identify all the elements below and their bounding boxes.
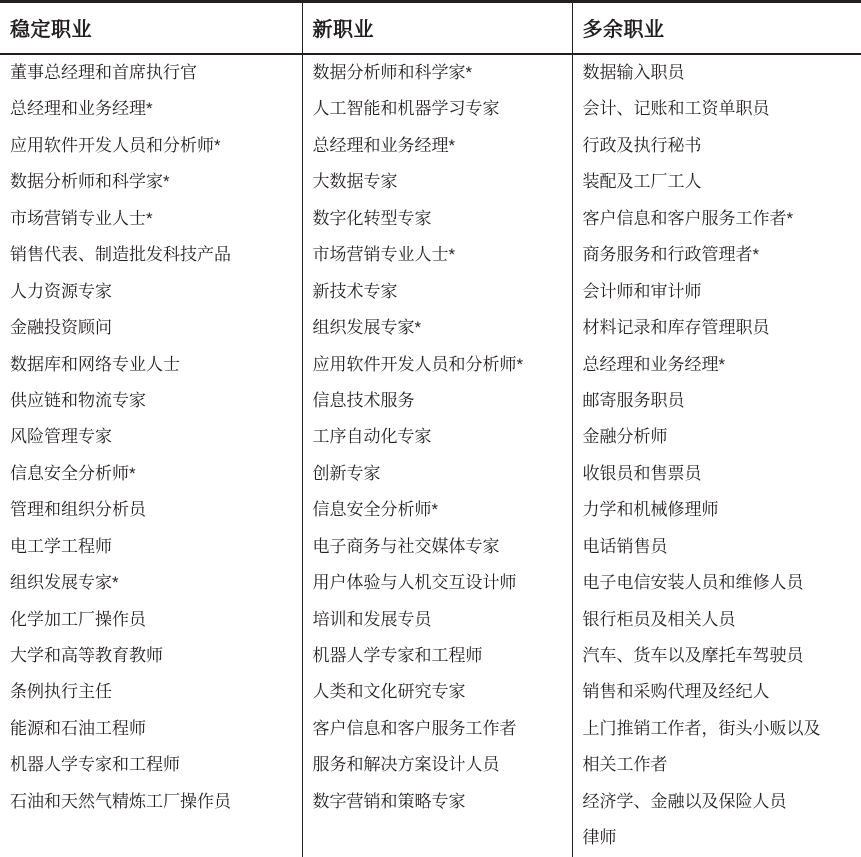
table-row (0, 54, 861, 91)
cell-new-job: 工序自动化专家 (302, 419, 572, 455)
cell-redundant-job: 数据输入职员 (582, 63, 685, 82)
cell-redundant-job: 会计师和审计师 (582, 281, 702, 301)
cell-redundant-job: 律师 (582, 828, 617, 848)
table-body (0, 54, 861, 857)
cell-new-job: 数字化转型专家 (302, 201, 572, 237)
column-header-redundant-jobs: 多余职业 (572, 2, 861, 55)
cell-stable-job: 人力资源专家 (0, 274, 302, 310)
cell-redundant-job: 会计、记账和工资单职员 (582, 99, 770, 119)
cell-redundant-job: 总经理和业务经理* (582, 354, 726, 374)
cell-redundant-job: 电话销售员 (582, 536, 668, 556)
cell-new-job: 新技术专家 (302, 274, 572, 310)
table-row (0, 237, 861, 273)
cell-new-job: 人类和文化研究专家 (302, 674, 572, 710)
cell-stable-job (0, 820, 302, 856)
cell-stable-job: 总经理和业务经理* (0, 91, 302, 127)
table-row (0, 674, 861, 710)
cell-stable-job: 应用软件开发人员和分析师* (0, 128, 302, 164)
cell-new-job: 电子商务与社交媒体专家 (302, 529, 572, 565)
table-row (0, 419, 861, 455)
cell-new-job: 创新专家 (302, 456, 572, 492)
cell-redundant-job: 汽车、货车以及摩托车驾驶员 (582, 646, 804, 665)
cell-redundant-job: 邮寄服务职员 (582, 390, 685, 410)
table-row (0, 91, 861, 127)
cell-redundant-job: 收银员和售票员 (582, 463, 702, 483)
cell-new-job: 应用软件开发人员和分析师* (302, 347, 572, 383)
cell-redundant-job: 经济学、金融以及保险人员 (582, 791, 787, 811)
cell-stable-job: 电工学工程师 (0, 529, 302, 565)
cell-new-job: 服务和解决方案设计人员 (302, 747, 572, 783)
table-row (0, 201, 861, 237)
cell-redundant-job: 装配及工厂工人 (582, 172, 702, 192)
cell-redundant-job: 客户信息和客户服务工作者* (582, 208, 794, 228)
cell-new-job: 市场营销专业人士* (302, 237, 572, 273)
cell-new-job: 用户体验与人机交互设计师 (302, 565, 572, 601)
table-row (0, 128, 861, 164)
table-row (0, 711, 861, 747)
cell-new-job: 培训和发展专员 (302, 602, 572, 638)
cell-stable-job: 机器人学专家和工程师 (0, 747, 302, 783)
cell-stable-job: 销售代表、制造批发科技产品 (0, 237, 302, 273)
cell-stable-job: 金融投资顾问 (0, 310, 302, 346)
table-row (0, 529, 861, 565)
cell-stable-job: 供应链和物流专家 (0, 383, 302, 419)
table-row (0, 310, 861, 346)
cell-new-job: 数据分析师和科学家* (302, 54, 572, 91)
table-row (0, 602, 861, 638)
cell-new-job: 组织发展专家* (302, 310, 572, 346)
cell-stable-job: 能源和石油工程师 (0, 711, 302, 747)
cell-stable-job: 化学加工厂操作员 (0, 602, 302, 638)
cell-redundant-job: 金融分析师 (582, 427, 668, 447)
table-row (0, 456, 861, 492)
cell-stable-job: 信息安全分析师* (0, 456, 302, 492)
cell-stable-job: 条例执行主任 (0, 674, 302, 710)
cell-redundant-job: 上门推销工作者，街头小贩以及 (582, 718, 821, 738)
cell-redundant-job: 行政及执行秘书 (582, 135, 702, 155)
table-row (0, 638, 861, 674)
cell-new-job: 数字营销和策略专家 (302, 784, 572, 820)
table-row (0, 347, 861, 383)
cell-stable-job: 董事总经理和首席执行官 (0, 54, 302, 91)
cell-stable-job: 管理和组织分析员 (0, 492, 302, 528)
table-row (0, 565, 861, 601)
column-header-new-jobs: 新职业 (302, 2, 572, 55)
table-row (0, 492, 861, 528)
table-header-row (0, 2, 861, 55)
cell-new-job: 总经理和业务经理* (302, 128, 572, 164)
cell-redundant-job: 相关工作者 (582, 755, 668, 775)
cell-stable-job: 石油和天然气精炼工厂操作员 (0, 784, 302, 820)
cell-redundant-job: 材料记录和库存管理职员 (582, 318, 770, 338)
cell-redundant-job: 销售和采购代理及经纪人 (582, 682, 770, 702)
cell-stable-job: 数据库和网络专业人士 (0, 347, 302, 383)
table-row (0, 274, 861, 310)
cell-redundant-job: 银行柜员及相关人员 (582, 609, 736, 629)
cell-redundant-job: 电子电信安装人员和维修人员 (582, 573, 804, 593)
cell-new-job: 信息安全分析师* (302, 492, 572, 528)
cell-redundant-job: 力学和机械修理师 (582, 500, 719, 520)
table-row (0, 820, 861, 856)
column-header-stable-jobs: 稳定职业 (0, 2, 302, 55)
cell-stable-job: 风险管理专家 (0, 419, 302, 455)
cell-new-job: 大数据专家 (302, 164, 572, 200)
table-row (0, 383, 861, 419)
cell-new-job: 信息技术服务 (302, 383, 572, 419)
cell-new-job: 客户信息和客户服务工作者 (302, 711, 572, 747)
cell-stable-job: 市场营销专业人士* (0, 201, 302, 237)
cell-stable-job: 组织发展专家* (0, 565, 302, 601)
cell-stable-job: 大学和高等教育教师 (0, 638, 302, 674)
table-header (0, 2, 861, 55)
cell-new-job: 机器人学专家和工程师 (302, 638, 572, 674)
cell-new-job: 人工智能和机器学习专家 (302, 91, 572, 127)
table-row (0, 784, 861, 820)
cell-redundant-job: 商务服务和行政管理者* (582, 245, 760, 265)
table-row (0, 164, 861, 200)
cell-new-job (302, 820, 572, 856)
table-row (0, 747, 861, 783)
cell-stable-job: 数据分析师和科学家* (0, 164, 302, 200)
